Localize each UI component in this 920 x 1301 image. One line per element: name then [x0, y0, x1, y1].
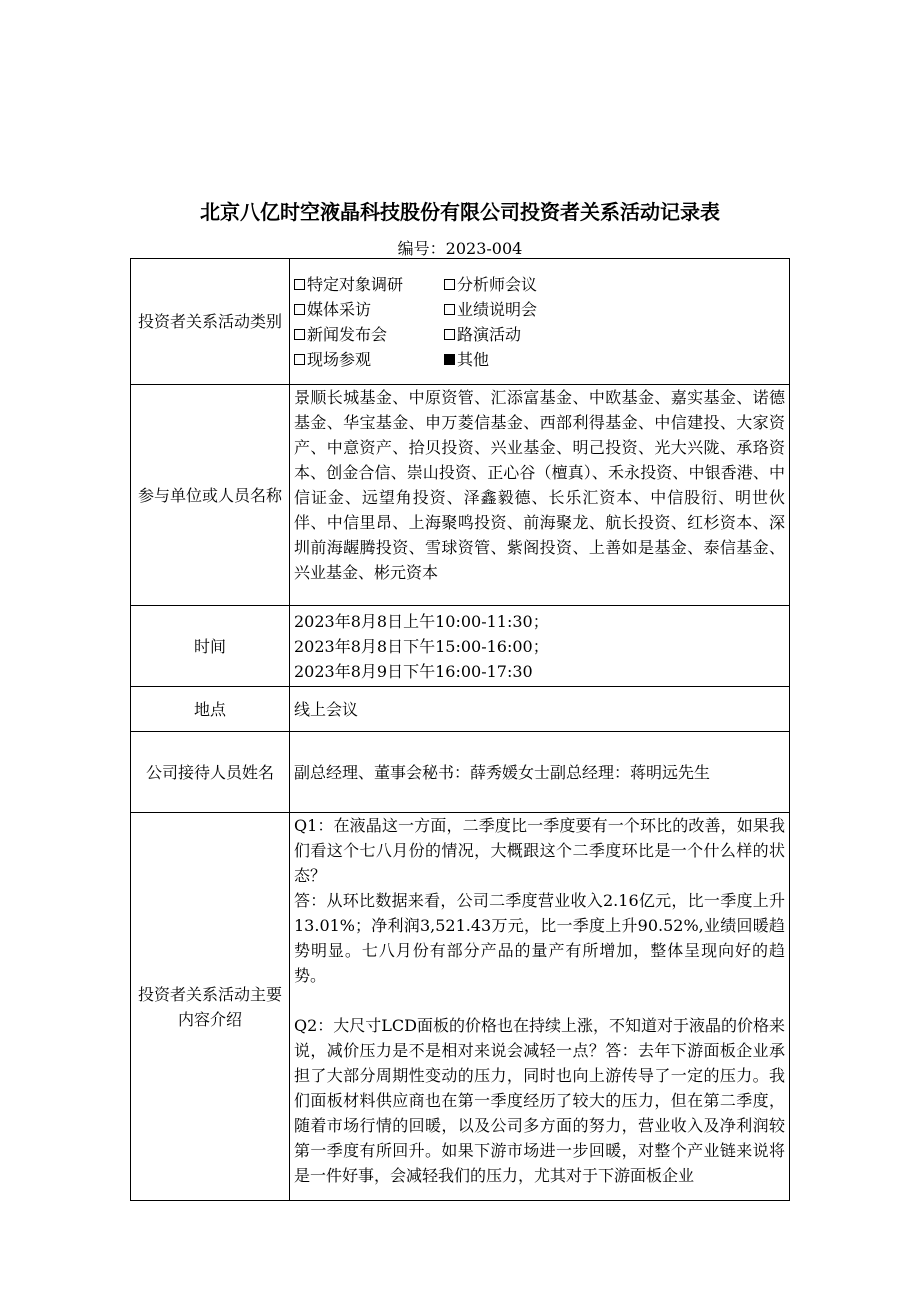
time-label: 时间	[131, 606, 290, 687]
answer-1: 答：从环比数据来看，公司二季度营业收入2.16亿元，比一季度上升13.01%；净利润3,521.43万元，比一季度上升90.52%,业绩回暖趋势明显。七八月份有部分产品的量产有所增加，整体呈现向好的趋势。	[294, 891, 785, 985]
record-table	[130, 258, 790, 1201]
time-line: 2023年8月9日下午16:00-17:30	[294, 661, 533, 681]
category-option	[444, 297, 604, 322]
category-option	[294, 297, 444, 322]
staff-text: 副总经理、董事会秘书：薛秀媛女士副总经理：蒋明远先生	[290, 732, 790, 813]
document-number: 编号：2023-004	[397, 239, 523, 258]
question-2: Q2：大尺寸LCD面板的价格也在持续上涨，不知道对于液晶的价格来说，减价压力是不是相对来说会减轻一点？答：去年下游面板企业承担了大部分周期性变动的压力，同时也向上游传导了一定的压力。我们面板材料供应商也在第一季度经历了较大的压力，但在第二季度，随着市场行情的回暖，以及公司多方面的努力，营业收入及净利润较第一季度有所回升。如果下游市场进一步回暖，对整个产业链来说将是一件好事，会减轻我们的压力，尤其对于下游面板企业	[294, 1016, 785, 1185]
category-option-label: 路演活动	[457, 324, 522, 344]
checkbox-icon	[444, 279, 455, 290]
checkbox-icon	[294, 279, 305, 290]
checked-box-icon	[444, 354, 455, 365]
table-row-participants	[131, 385, 790, 606]
category-option-label: 业绩说明会	[457, 299, 538, 319]
checkbox-icon	[294, 329, 305, 340]
category-option	[294, 322, 444, 347]
document-title: 北京八亿时空液晶科技股份有限公司投资者关系活动记录表	[200, 200, 720, 224]
table-row-time	[131, 606, 790, 687]
category-options	[290, 259, 790, 385]
category-option-label: 现场参观	[307, 349, 372, 369]
category-option-label: 媒体采访	[307, 299, 372, 319]
staff-label: 公司接待人员姓名	[131, 732, 290, 813]
category-option-label: 特定对象调研	[307, 274, 404, 294]
category-option	[444, 347, 604, 372]
place-text: 线上会议	[290, 687, 790, 732]
category-option-label: 其他	[457, 349, 490, 369]
category-grid	[294, 272, 785, 372]
main-content-label: 投资者关系活动主要内容介绍	[131, 813, 290, 1201]
category-option	[294, 347, 444, 372]
paragraph-gap	[294, 988, 785, 1013]
table-row-staff	[131, 732, 790, 813]
category-label: 投资者关系活动类别	[131, 259, 290, 385]
category-option-label: 新闻发布会	[307, 324, 388, 344]
checkbox-icon	[444, 304, 455, 315]
participants-text: 景顺长城基金、中原资管、汇添富基金、中欧基金、嘉实基金、诺德基金、华宝基金、申万菱信基金、西部利得基金、中信建投、大家资产、中意资产、拾贝投资、兴业基金、明己投资、光大兴陇、承珞资本、创金合信、崇山投资、正心谷（檀真）、禾永投资、中银香港、中信证金、远望角投资、泽鑫毅德、长乐汇资本、中信股衍、明世伙伴、中信里昂、上海聚鸣投资、前海聚龙、航长投资、红杉资本、深圳前海龌腾投资、雪球资管、紫阁投资、上善如是基金、泰信基金、兴业基金、彬元资本	[290, 385, 790, 606]
main-content-text	[290, 813, 790, 1201]
checkbox-icon	[294, 304, 305, 315]
checkbox-icon	[444, 329, 455, 340]
question-1: Q1：在液晶这一方面，二季度比一季度要有一个环比的改善，如果我们看这个七八月份的情况，大概跟这个二季度环比是一个什么样的状态？	[294, 816, 785, 885]
table-row-main-content	[131, 813, 790, 1201]
table-row-place	[131, 687, 790, 732]
table-row-category	[131, 259, 790, 385]
category-option-label: 分析师会议	[457, 274, 538, 294]
category-option	[444, 272, 604, 297]
checkbox-icon	[294, 354, 305, 365]
category-option	[444, 322, 604, 347]
place-label: 地点	[131, 687, 290, 732]
time-line: 2023年8月8日下午15:00-16:00；	[294, 636, 549, 656]
time-lines	[290, 606, 790, 687]
time-line: 2023年8月8日上午10:00-11:30；	[294, 611, 549, 631]
participants-label: 参与单位或人员名称	[131, 385, 290, 606]
category-option	[294, 272, 444, 297]
